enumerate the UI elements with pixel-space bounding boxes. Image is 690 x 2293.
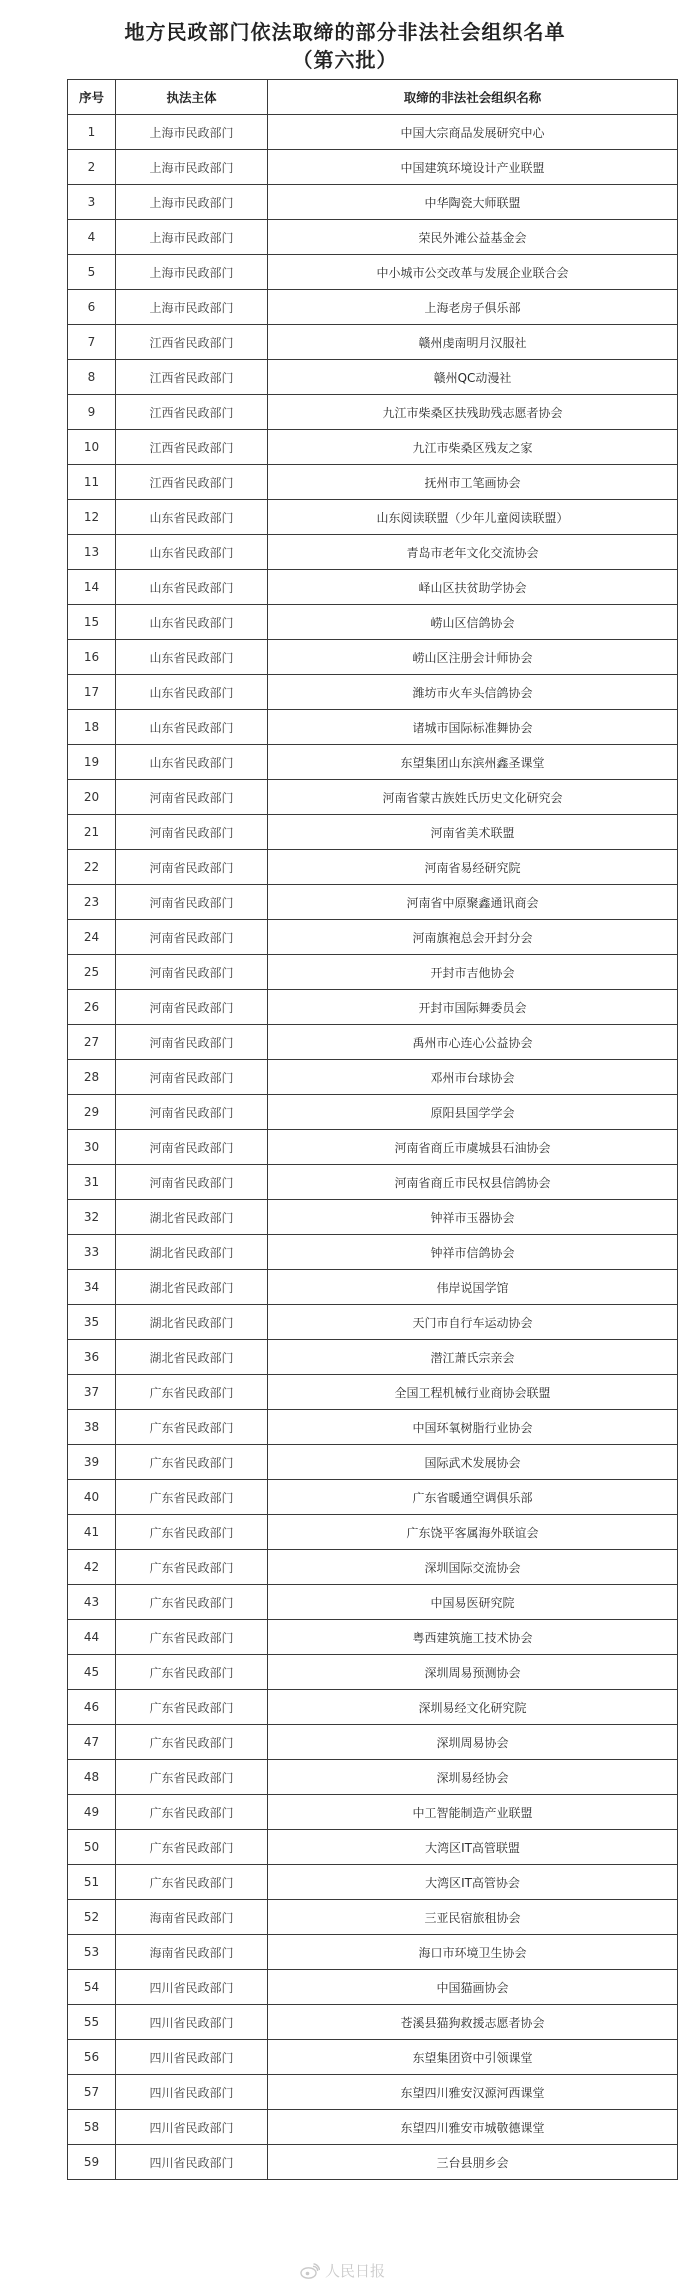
row-org-name-cell: 青岛市老年文化交流协会	[268, 535, 678, 570]
table-row	[68, 255, 678, 290]
row-org-name-cell: 深圳周易预测协会	[268, 1655, 678, 1690]
row-agency-cell: 河南省民政部门	[116, 780, 268, 815]
row-index-cell: 57	[68, 2075, 116, 2110]
table-header-row	[68, 80, 678, 115]
row-agency-cell: 山东省民政部门	[116, 640, 268, 675]
row-agency-cell: 湖北省民政部门	[116, 1270, 268, 1305]
row-agency-cell: 山东省民政部门	[116, 745, 268, 780]
table-row	[68, 325, 678, 360]
row-agency-cell: 上海市民政部门	[116, 290, 268, 325]
table-row	[68, 220, 678, 255]
illegal-organizations-table	[67, 79, 678, 2180]
table-row	[68, 990, 678, 1025]
table-row	[68, 1410, 678, 1445]
row-org-name-cell: 荣民外滩公益基金会	[268, 220, 678, 255]
table-row	[68, 570, 678, 605]
row-agency-cell: 广东省民政部门	[116, 1585, 268, 1620]
table-row	[68, 535, 678, 570]
row-index-cell: 22	[68, 850, 116, 885]
row-agency-cell: 上海市民政部门	[116, 255, 268, 290]
row-org-name-cell: 河南省蒙古族姓氏历史文化研究会	[268, 780, 678, 815]
row-agency-cell: 河南省民政部门	[116, 815, 268, 850]
row-org-name-cell: 粤西建筑施工技术协会	[268, 1620, 678, 1655]
row-index-cell: 1	[68, 115, 116, 150]
table-row	[68, 710, 678, 745]
row-org-name-cell: 中国猫画协会	[268, 1970, 678, 2005]
table-row	[68, 920, 678, 955]
table-row	[68, 2110, 678, 2145]
row-org-name-cell: 中小城市公交改革与发展企业联合会	[268, 255, 678, 290]
row-agency-cell: 河南省民政部门	[116, 1060, 268, 1095]
row-agency-cell: 上海市民政部门	[116, 220, 268, 255]
table-row	[68, 1760, 678, 1795]
row-agency-cell: 上海市民政部门	[116, 185, 268, 220]
row-index-cell: 37	[68, 1375, 116, 1410]
watermark-text: 人民日报	[325, 2262, 386, 2280]
row-index-cell: 5	[68, 255, 116, 290]
row-agency-cell: 湖北省民政部门	[116, 1340, 268, 1375]
table-row	[68, 185, 678, 220]
row-org-name-cell: 河南省中原聚鑫通讯商会	[268, 885, 678, 920]
row-index-cell: 8	[68, 360, 116, 395]
row-org-name-cell: 崂山区信鸽协会	[268, 605, 678, 640]
table-row	[68, 1270, 678, 1305]
table-row	[68, 1445, 678, 1480]
table-row	[68, 1970, 678, 2005]
row-index-cell: 58	[68, 2110, 116, 2145]
row-agency-cell: 广东省民政部门	[116, 1655, 268, 1690]
row-agency-cell: 湖北省民政部门	[116, 1200, 268, 1235]
row-org-name-cell: 苍溪县猫狗救援志愿者协会	[268, 2005, 678, 2040]
row-index-cell: 50	[68, 1830, 116, 1865]
row-index-cell: 39	[68, 1445, 116, 1480]
table-row	[68, 640, 678, 675]
row-org-name-cell: 九江市柴桑区残友之家	[268, 430, 678, 465]
row-org-name-cell: 河南旗袍总会开封分会	[268, 920, 678, 955]
row-index-cell: 42	[68, 1550, 116, 1585]
row-org-name-cell: 山东阅读联盟（少年儿童阅读联盟）	[268, 500, 678, 535]
row-index-cell: 47	[68, 1725, 116, 1760]
table-row	[68, 780, 678, 815]
table-row	[68, 1865, 678, 1900]
table-row	[68, 1550, 678, 1585]
row-org-name-cell: 禹州市心连心公益协会	[268, 1025, 678, 1060]
row-index-cell: 45	[68, 1655, 116, 1690]
document-title	[0, 18, 690, 74]
row-index-cell: 54	[68, 1970, 116, 2005]
row-agency-cell: 广东省民政部门	[116, 1445, 268, 1480]
row-index-cell: 3	[68, 185, 116, 220]
row-agency-cell: 山东省民政部门	[116, 500, 268, 535]
row-index-cell: 48	[68, 1760, 116, 1795]
row-agency-cell: 海南省民政部门	[116, 1935, 268, 1970]
row-index-cell: 26	[68, 990, 116, 1025]
title-line-batch: （第六批）	[292, 48, 398, 72]
table-row	[68, 1340, 678, 1375]
row-agency-cell: 江西省民政部门	[116, 395, 268, 430]
row-agency-cell: 河南省民政部门	[116, 920, 268, 955]
row-org-name-cell: 深圳国际交流协会	[268, 1550, 678, 1585]
header-agency: 执法主体	[116, 80, 268, 115]
row-org-name-cell: 中国大宗商品发展研究中心	[268, 115, 678, 150]
row-org-name-cell: 邓州市台球协会	[268, 1060, 678, 1095]
row-agency-cell: 广东省民政部门	[116, 1375, 268, 1410]
row-agency-cell: 广东省民政部门	[116, 1690, 268, 1725]
row-index-cell: 56	[68, 2040, 116, 2075]
row-index-cell: 15	[68, 605, 116, 640]
row-index-cell: 12	[68, 500, 116, 535]
row-index-cell: 25	[68, 955, 116, 990]
row-org-name-cell: 中国建筑环境设计产业联盟	[268, 150, 678, 185]
row-agency-cell: 广东省民政部门	[116, 1830, 268, 1865]
table-row	[68, 675, 678, 710]
row-org-name-cell: 中国易医研究院	[268, 1585, 678, 1620]
table-body	[68, 115, 678, 2180]
table-row	[68, 290, 678, 325]
row-index-cell: 44	[68, 1620, 116, 1655]
row-org-name-cell: 上海老房子俱乐部	[268, 290, 678, 325]
row-org-name-cell: 开封市吉他协会	[268, 955, 678, 990]
table-row	[68, 745, 678, 780]
row-index-cell: 52	[68, 1900, 116, 1935]
row-org-name-cell: 大湾区IT高管协会	[268, 1865, 678, 1900]
table-row	[68, 1060, 678, 1095]
table-row	[68, 815, 678, 850]
row-org-name-cell: 大湾区IT高管联盟	[268, 1830, 678, 1865]
row-org-name-cell: 九江市柴桑区扶残助残志愿者协会	[268, 395, 678, 430]
table-row	[68, 1725, 678, 1760]
row-org-name-cell: 原阳县国学学会	[268, 1095, 678, 1130]
row-org-name-cell: 河南省易经研究院	[268, 850, 678, 885]
row-index-cell: 30	[68, 1130, 116, 1165]
row-agency-cell: 山东省民政部门	[116, 710, 268, 745]
row-agency-cell: 河南省民政部门	[116, 1095, 268, 1130]
row-org-name-cell: 天门市自行车运动协会	[268, 1305, 678, 1340]
row-index-cell: 10	[68, 430, 116, 465]
row-agency-cell: 广东省民政部门	[116, 1620, 268, 1655]
table-row	[68, 2075, 678, 2110]
row-agency-cell: 四川省民政部门	[116, 2145, 268, 2180]
table-row	[68, 605, 678, 640]
row-index-cell: 43	[68, 1585, 116, 1620]
table-row	[68, 1900, 678, 1935]
row-org-name-cell: 海口市环境卫生协会	[268, 1935, 678, 1970]
weibo-watermark	[300, 2260, 385, 2281]
row-org-name-cell: 深圳易经协会	[268, 1760, 678, 1795]
row-index-cell: 16	[68, 640, 116, 675]
row-agency-cell: 河南省民政部门	[116, 990, 268, 1025]
row-org-name-cell: 三台县朋乡会	[268, 2145, 678, 2180]
row-org-name-cell: 河南省商丘市民权县信鸽协会	[268, 1165, 678, 1200]
row-index-cell: 34	[68, 1270, 116, 1305]
row-org-name-cell: 东望集团资中引领课堂	[268, 2040, 678, 2075]
row-agency-cell: 广东省民政部门	[116, 1795, 268, 1830]
row-org-name-cell: 河南省美术联盟	[268, 815, 678, 850]
row-org-name-cell: 中工智能制造产业联盟	[268, 1795, 678, 1830]
row-agency-cell: 广东省民政部门	[116, 1865, 268, 1900]
row-org-name-cell: 东望四川雅安市城敬德课堂	[268, 2110, 678, 2145]
row-org-name-cell: 崂山区注册会计师协会	[268, 640, 678, 675]
row-org-name-cell: 深圳易经文化研究院	[268, 1690, 678, 1725]
row-agency-cell: 广东省民政部门	[116, 1480, 268, 1515]
row-index-cell: 38	[68, 1410, 116, 1445]
table-row	[68, 1620, 678, 1655]
row-agency-cell: 山东省民政部门	[116, 605, 268, 640]
row-index-cell: 11	[68, 465, 116, 500]
row-org-name-cell: 三亚民宿旅租协会	[268, 1900, 678, 1935]
title-line-main: 地方民政部门依法取缔的部分非法社会组织名单	[124, 20, 566, 44]
row-agency-cell: 江西省民政部门	[116, 360, 268, 395]
row-org-name-cell: 潜江萧氏宗亲会	[268, 1340, 678, 1375]
row-org-name-cell: 钟祥市信鸽协会	[268, 1235, 678, 1270]
row-org-name-cell: 潍坊市火车头信鸽协会	[268, 675, 678, 710]
table-row	[68, 1480, 678, 1515]
row-index-cell: 35	[68, 1305, 116, 1340]
row-org-name-cell: 全国工程机械行业商协会联盟	[268, 1375, 678, 1410]
row-agency-cell: 广东省民政部门	[116, 1725, 268, 1760]
row-index-cell: 31	[68, 1165, 116, 1200]
row-org-name-cell: 东望四川雅安汉源河西课堂	[268, 2075, 678, 2110]
row-index-cell: 13	[68, 535, 116, 570]
row-org-name-cell: 国际武术发展协会	[268, 1445, 678, 1480]
table-row	[68, 360, 678, 395]
table-row	[68, 1935, 678, 1970]
row-index-cell: 14	[68, 570, 116, 605]
row-index-cell: 4	[68, 220, 116, 255]
row-agency-cell: 四川省民政部门	[116, 1970, 268, 2005]
row-index-cell: 18	[68, 710, 116, 745]
row-org-name-cell: 东望集团山东滨州鑫圣课堂	[268, 745, 678, 780]
row-agency-cell: 河南省民政部门	[116, 955, 268, 990]
row-index-cell: 40	[68, 1480, 116, 1515]
table-row	[68, 150, 678, 185]
row-index-cell: 33	[68, 1235, 116, 1270]
header-org: 取缔的非法社会组织名称	[268, 80, 678, 115]
table-row	[68, 1515, 678, 1550]
row-agency-cell: 江西省民政部门	[116, 465, 268, 500]
row-org-name-cell: 伟岸说国学馆	[268, 1270, 678, 1305]
row-agency-cell: 上海市民政部门	[116, 150, 268, 185]
table-row	[68, 1095, 678, 1130]
table-row	[68, 1795, 678, 1830]
row-index-cell: 55	[68, 2005, 116, 2040]
row-index-cell: 19	[68, 745, 116, 780]
row-index-cell: 9	[68, 395, 116, 430]
row-org-name-cell: 赣州虔南明月汉服社	[268, 325, 678, 360]
row-index-cell: 32	[68, 1200, 116, 1235]
table-row	[68, 465, 678, 500]
table-row	[68, 115, 678, 150]
row-org-name-cell: 峄山区扶贫助学协会	[268, 570, 678, 605]
table-row	[68, 1130, 678, 1165]
table-row	[68, 2145, 678, 2180]
row-agency-cell: 四川省民政部门	[116, 2110, 268, 2145]
row-org-name-cell: 中国环氧树脂行业协会	[268, 1410, 678, 1445]
row-agency-cell: 广东省民政部门	[116, 1760, 268, 1795]
header-index: 序号	[68, 80, 116, 115]
table-row	[68, 885, 678, 920]
row-agency-cell: 广东省民政部门	[116, 1410, 268, 1445]
row-agency-cell: 山东省民政部门	[116, 535, 268, 570]
row-index-cell: 51	[68, 1865, 116, 1900]
row-index-cell: 7	[68, 325, 116, 360]
table-row	[68, 1200, 678, 1235]
table-row	[68, 1165, 678, 1200]
row-index-cell: 36	[68, 1340, 116, 1375]
table-row	[68, 1655, 678, 1690]
row-agency-cell: 山东省民政部门	[116, 675, 268, 710]
row-agency-cell: 山东省民政部门	[116, 570, 268, 605]
row-org-name-cell: 诸城市国际标准舞协会	[268, 710, 678, 745]
table-row	[68, 1305, 678, 1340]
row-agency-cell: 海南省民政部门	[116, 1900, 268, 1935]
row-org-name-cell: 河南省商丘市虞城县石油协会	[268, 1130, 678, 1165]
row-index-cell: 24	[68, 920, 116, 955]
row-agency-cell: 广东省民政部门	[116, 1515, 268, 1550]
row-index-cell: 6	[68, 290, 116, 325]
table-row	[68, 1830, 678, 1865]
table-row	[68, 2005, 678, 2040]
row-org-name-cell: 开封市国际舞委员会	[268, 990, 678, 1025]
row-index-cell: 2	[68, 150, 116, 185]
row-org-name-cell: 深圳周易协会	[268, 1725, 678, 1760]
row-org-name-cell: 钟祥市玉器协会	[268, 1200, 678, 1235]
table-row	[68, 850, 678, 885]
table-row	[68, 1585, 678, 1620]
row-index-cell: 29	[68, 1095, 116, 1130]
table-row	[68, 955, 678, 990]
row-agency-cell: 江西省民政部门	[116, 325, 268, 360]
row-index-cell: 27	[68, 1025, 116, 1060]
row-index-cell: 17	[68, 675, 116, 710]
weibo-icon	[300, 2263, 320, 2279]
table-row	[68, 1025, 678, 1060]
row-index-cell: 23	[68, 885, 116, 920]
row-agency-cell: 湖北省民政部门	[116, 1305, 268, 1340]
row-agency-cell: 上海市民政部门	[116, 115, 268, 150]
row-index-cell: 49	[68, 1795, 116, 1830]
row-index-cell: 21	[68, 815, 116, 850]
table-row	[68, 1690, 678, 1725]
row-agency-cell: 湖北省民政部门	[116, 1235, 268, 1270]
row-agency-cell: 河南省民政部门	[116, 885, 268, 920]
row-org-name-cell: 广东省暖通空调俱乐部	[268, 1480, 678, 1515]
table-row	[68, 1235, 678, 1270]
row-agency-cell: 河南省民政部门	[116, 850, 268, 885]
table-row	[68, 395, 678, 430]
row-agency-cell: 四川省民政部门	[116, 2075, 268, 2110]
row-agency-cell: 广东省民政部门	[116, 1550, 268, 1585]
row-agency-cell: 河南省民政部门	[116, 1165, 268, 1200]
row-agency-cell: 河南省民政部门	[116, 1025, 268, 1060]
row-agency-cell: 江西省民政部门	[116, 430, 268, 465]
row-index-cell: 46	[68, 1690, 116, 1725]
row-org-name-cell: 抚州市工笔画协会	[268, 465, 678, 500]
table-row	[68, 2040, 678, 2075]
table-row	[68, 430, 678, 465]
row-org-name-cell: 赣州QC动漫社	[268, 360, 678, 395]
row-index-cell: 41	[68, 1515, 116, 1550]
row-index-cell: 28	[68, 1060, 116, 1095]
row-agency-cell: 四川省民政部门	[116, 2040, 268, 2075]
row-org-name-cell: 中华陶瓷大师联盟	[268, 185, 678, 220]
table-row	[68, 1375, 678, 1410]
row-index-cell: 59	[68, 2145, 116, 2180]
row-agency-cell: 河南省民政部门	[116, 1130, 268, 1165]
row-agency-cell: 四川省民政部门	[116, 2005, 268, 2040]
row-index-cell: 53	[68, 1935, 116, 1970]
row-index-cell: 20	[68, 780, 116, 815]
table-row	[68, 500, 678, 535]
row-org-name-cell: 广东饶平客属海外联谊会	[268, 1515, 678, 1550]
